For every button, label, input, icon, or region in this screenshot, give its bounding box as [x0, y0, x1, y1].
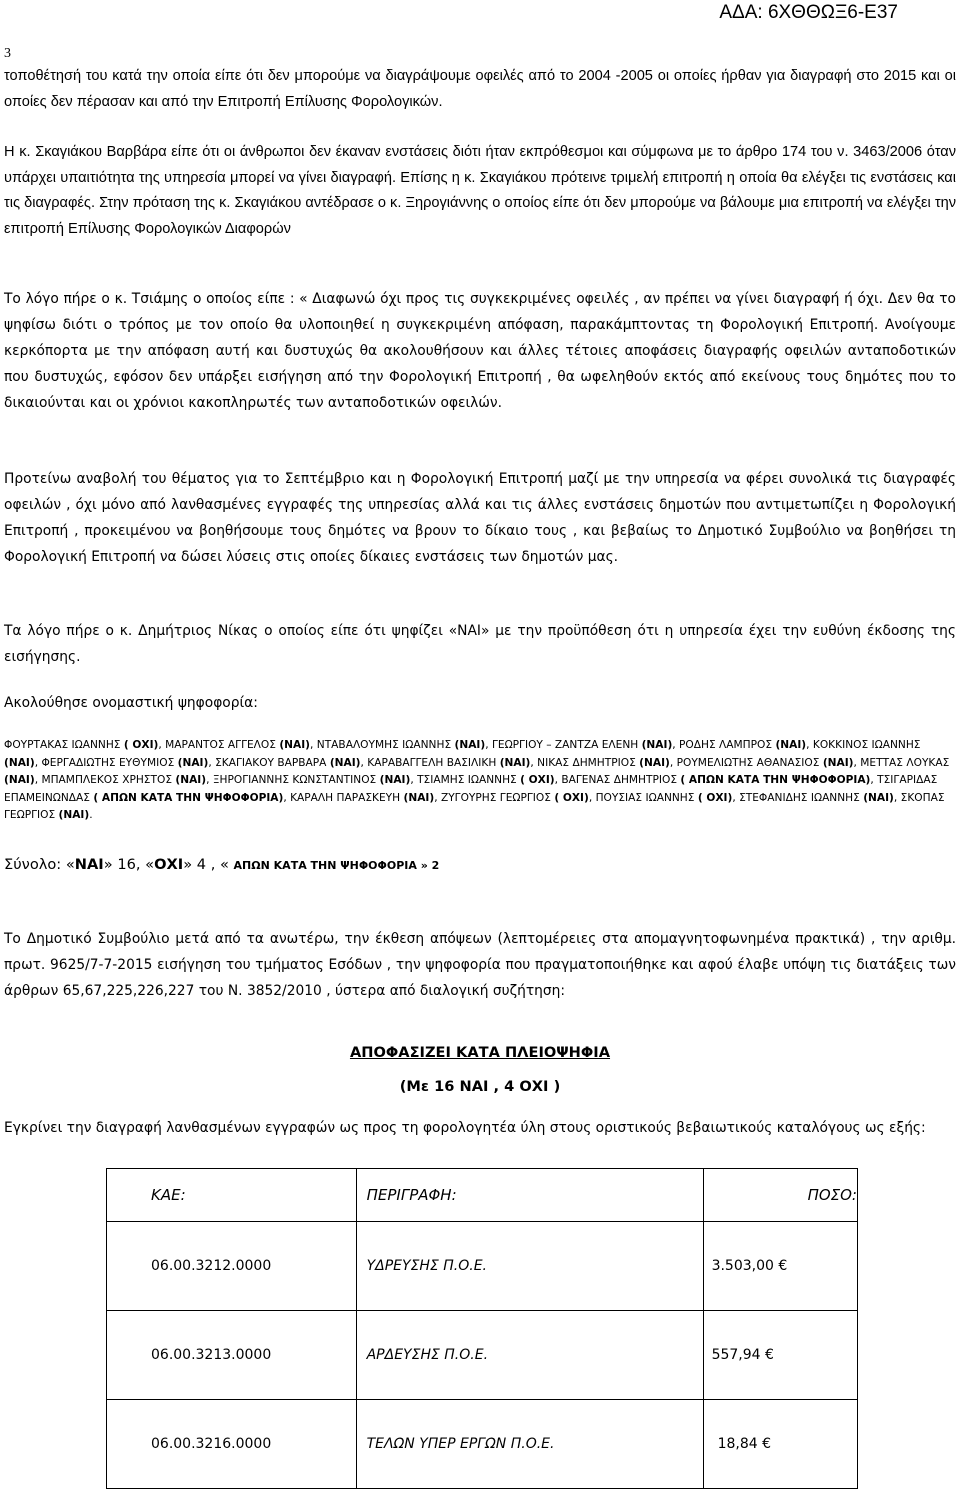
summary-absent: ΑΠΩΝ ΚΑΤΑ ΤΗΝ ΨΗΦΟΦΟΡΙΑ » 2	[233, 859, 440, 872]
vote-member-name: ΡΟΔΗΣ ΛΑΜΠΡΟΣ	[679, 739, 776, 751]
vote-entry	[417, 774, 555, 786]
vote-entry	[41, 774, 206, 786]
vote-member-name: ΤΣΙΓΑΡΙΔΑΣ ΕΠΑΜΕΙΝΩΝΔΑΣ	[4, 774, 938, 804]
cell-description: ΤΕΛΩΝ ΥΠΕΡ ΕΡΓΩΝ Π.Ο.Ε.	[356, 1400, 703, 1489]
paragraph-8-text: Εγκρίνει την διαγραφή λανθασμένων εγγραφών ως προς τη φορολογητέα ύλη στους οριστικούς βεβαιωτικούς καταλόγους ως εξής:	[4, 1120, 926, 1136]
vote-member-name: ΣΚΑΓΙΑΚΟΥ ΒΑΡΒΑΡΑ	[215, 756, 330, 769]
paragraph-1	[4, 64, 956, 115]
vote-member-name: ΚΑΡΑΛΗ ΠΑΡΑΣΚΕΥΗ	[290, 791, 404, 804]
vote-member-name: ΡΟΥΜΕΛΙΩΤΗΣ ΑΘΑΝΑΣΙΟΣ	[676, 756, 823, 769]
summary-no-count: » 4 , «	[183, 856, 234, 873]
vote-value: ( ΑΠΩΝ ΚΑΤΑ ΤΗΝ ΨΗΦΟΦΟΡΙΑ)	[680, 774, 871, 787]
vote-value: (ΝΑΙ)	[499, 756, 531, 769]
vote-member-name: ΜΕΤΤΑΣ ΛΟΥΚΑΣ	[860, 756, 950, 769]
vote-entry	[4, 739, 158, 751]
paragraph-2	[4, 140, 956, 242]
vote-value: (ΝΑΙ)	[379, 774, 411, 787]
paragraph-6	[4, 690, 956, 716]
vote-entry	[677, 757, 854, 769]
summary-yes-count: » 16, «	[103, 856, 155, 873]
cell-description: ΥΔΡΕΥΣΗΣ Π.Ο.Ε.	[356, 1222, 703, 1311]
paragraph-4-text: Προτείνω αναβολή του θέματος για το Σεπτέμβριο και η Φορολογική Επιτροπή μαζί με την υπηρεσία να φέρει συνολικά τις διαγραφές οφειλών , όχι μόνο από λανθασμένες εγγραφές της υπηρεσίας αλλά και τις άλλες ενστάσεις δημοτών που αντιμετωπίζει η Φορολογική Επιτροπή , προκειμένου να βοηθήσουμε τους δημότες να βρουν το δίκαιο τους , και βεβαίως το Δημοτικό Συμβούλιο να βοηθήσει τη Φορολογική Επιτροπή να δώσει λύσεις στις οποίες δίκαιες ενστάσεις των δημοτών μας.	[4, 471, 956, 565]
vote-entry	[290, 792, 434, 804]
vote-value: (ΝΑΙ)	[641, 739, 673, 751]
table-row	[107, 1222, 858, 1311]
vote-entry	[41, 757, 208, 769]
vote-value: (ΝΑΙ)	[329, 756, 361, 769]
vote-list-text: ΦΟΥΡΤΑΚΑΣ ΙΩΑΝΝΗΣ ( ΟΧΙ), ΜΑΡΑΝΤΟΣ ΑΓΓΕΛΟΣ (ΝΑΙ), ΝΤΑΒΑΛΟΥΜΗΣ ΙΩΑΝΝΗΣ (ΝΑΙ), ΓΕΩΡΓΙΟΥ – ΖΑΝΤΖΑ ΕΛΕΝΗ (ΝΑΙ), ΡΟΔΗΣ ΛΑΜΠΡΟΣ (ΝΑΙ), ΚΟΚΚΙΝΟΣ ΙΩΑΝΝΗΣ (ΝΑΙ), ΦΕΡΓΑΔΙΩΤΗΣ ΕΥΘΥΜΙΟΣ (ΝΑΙ), ΣΚΑΓΙΑΚΟΥ ΒΑΡΒΑΡΑ (ΝΑΙ), ΚΑΡΑΒΑΓΓΕΛΗ ΒΑΣΙΛΙΚΗ (ΝΑΙ), ΝΙΚΑΣ ΔΗΜΗΤΡΙΟΣ (ΝΑΙ), ΡΟΥΜΕΛΙΩΤΗΣ ΑΘΑΝΑΣΙΟΣ (ΝΑΙ), ΜΕΤΤΑΣ ΛΟΥΚΑΣ (ΝΑΙ), ΜΠΑΜΠΛΕΚΟΣ ΧΡΗΣΤΟΣ (ΝΑΙ), ΞΗΡΟΓΙΑΝΝΗΣ ΚΩΝΣΤΑΝΤΙΝΟΣ (ΝΑΙ), ΤΣΙΑΜΗΣ ΙΩΑΝΝΗΣ ( ΟΧΙ), ΒΑΓΕΝΑΣ ΔΗΜΗΤΡΙΟΣ ( ΑΠΩΝ ΚΑΤΑ ΤΗΝ ΨΗΦΟΦΟΡΙΑ), ΤΣΙΓΑΡΙΔΑΣ ΕΠΑΜΕΙΝΩΝΔΑΣ ( ΑΠΩΝ ΚΑΤΑ ΤΗΝ ΨΗΦΟΦΟΡΙΑ), ΚΑΡΑΛΗ ΠΑΡΑΣΚΕΥΗ (ΝΑΙ), ΖΥΓΟΥΡΗΣ ΓΕΩΡΓΙΟΣ ( ΟΧΙ), ΠΟΥΣΙΑΣ ΙΩΑΝΝΗΣ ( ΟΧΙ), ΣΤΕΦΑΝΙΔΗΣ ΙΩΑΝΝΗΣ (ΝΑΙ), ΣΚΟΠΑΣ ΓΕΩΡΓΙΟΣ (ΝΑΙ).	[4, 739, 950, 822]
vote-value: ( ΟΧΙ)	[123, 739, 159, 751]
table-row	[107, 1400, 858, 1489]
vote-entry	[537, 757, 670, 769]
vote-entry	[596, 792, 733, 804]
vote-entry	[367, 757, 530, 769]
vote-value: (ΝΑΙ)	[175, 774, 207, 787]
vote-member-name: ΒΑΓΕΝΑΣ ΔΗΜΗΤΡΙΟΣ	[561, 774, 681, 787]
vote-value: (ΝΑΙ)	[775, 739, 807, 751]
vote-entry	[165, 739, 310, 751]
vote-member-name: ΠΟΥΣΙΑΣ ΙΩΑΝΝΗΣ	[595, 791, 698, 804]
vote-member-name: ΖΥΓΟΥΡΗΣ ΓΕΩΡΓΙΟΣ	[440, 791, 555, 804]
vote-member-name: ΦΕΡΓΑΔΙΩΤΗΣ ΕΥΘΥΜΙΟΣ	[41, 756, 178, 769]
paragraph-7	[4, 926, 956, 1004]
vote-member-name: ΣΤΕΦΑΝΙΔΗΣ ΙΩΑΝΝΗΣ	[739, 791, 864, 804]
table-header-row	[107, 1169, 858, 1222]
vote-value: ( ΟΧΙ)	[520, 774, 555, 787]
vote-value: (ΝΑΙ)	[863, 791, 894, 804]
deletions-table	[106, 1168, 858, 1489]
vote-entry	[679, 739, 806, 751]
paragraph-1-text: τοποθέτησή του κατά την οποία είπε ότι δεν μπορούμε να διαγράψουμε οφειλές από το 2004 -2005 οι οποίες ήρθαν για διαγραφή στο 2015 και οι οποίες δεν πέρασαν και από την Επιτροπή Επίλυσης Φορολογικών.	[4, 68, 956, 110]
header-amount: ΠΟΣΟ:	[703, 1169, 857, 1222]
page-number: 3	[4, 46, 11, 61]
cell-kae: 06.00.3212.0000	[107, 1222, 357, 1311]
vote-value: (ΝΑΙ)	[822, 756, 854, 769]
vote-value: (ΝΑΙ)	[4, 774, 35, 787]
cell-amount: 557,94 €	[703, 1311, 857, 1400]
vote-entry	[215, 757, 360, 769]
vote-summary-text	[4, 852, 956, 879]
paragraph-5-text: Τα λόγο πήρε ο κ. Δημήτριος Νίκας ο οποίος είπε ότι ψηφίζει «ΝΑΙ» με την προϋπόθεση ότι η υπηρεσία έχει την ευθύνη έκδοσης της εισήγησης.	[4, 623, 956, 665]
vote-member-name: ΞΗΡΟΓΙΑΝΝΗΣ ΚΩΝΣΤΑΝΤΙΝΟΣ	[212, 774, 380, 787]
paragraph-5	[4, 618, 956, 670]
cell-amount: 18,84 €	[703, 1400, 857, 1489]
vote-value: (ΝΑΙ)	[454, 739, 486, 751]
ada-code: ΑΔΑ: 6ΧΘΘΩΞ6-Ε37	[719, 2, 898, 23]
vote-member-name: ΤΣΙΑΜΗΣ ΙΩΑΝΝΗΣ	[417, 774, 521, 787]
vote-list	[4, 737, 956, 825]
vote-member-name: ΦΟΥΡΤΑΚΑΣ ΙΩΑΝΝΗΣ	[4, 739, 124, 751]
vote-member-name: ΜΑΡΑΝΤΟΣ ΑΓΓΕΛΟΣ	[165, 739, 280, 751]
cell-kae: 06.00.3216.0000	[107, 1400, 357, 1489]
summary-prefix: Σύνολο: «	[4, 856, 75, 873]
paragraph-6-text: Ακολούθησε ονομαστική ψηφοφορία:	[4, 695, 258, 711]
vote-value: (ΝΑΙ)	[639, 756, 670, 769]
vote-member-name: ΝΙΚΑΣ ΔΗΜΗΤΡΙΟΣ	[537, 756, 640, 769]
vote-entry	[492, 739, 672, 751]
vote-summary	[4, 852, 956, 879]
header-description: ΠΕΡΙΓΡΑΦΗ:	[356, 1169, 703, 1222]
table-row	[107, 1311, 858, 1400]
vote-value: (ΝΑΙ)	[58, 809, 90, 822]
vote-value: ( ΟΧΙ)	[697, 791, 733, 804]
vote-member-name: ΚΟΚΚΙΝΟΣ ΙΩΑΝΝΗΣ	[812, 739, 921, 751]
vote-entry	[441, 792, 589, 804]
paragraph-4	[4, 466, 956, 570]
decision-title: ΑΠΟΦΑΣΙΖΕΙ ΚΑΤΑ ΠΛΕΙΟΨΗΦΙΑ	[349, 1044, 611, 1061]
vote-value: (ΝΑΙ)	[279, 739, 311, 751]
vote-member-name: ΜΠΑΜΠΛΕΚΟΣ ΧΡΗΣΤΟΣ	[41, 774, 176, 787]
vote-value: (ΝΑΙ)	[403, 791, 435, 804]
paragraph-3-text: Το λόγο πήρε ο κ. Τσιάμης ο οποίος είπε : « Διαφωνώ όχι προς τις συγκεκριμένες οφειλές , αν πρέπει να γίνει διαγραφή ή όχι. Δεν θα το ψηφίσω διότι ο τρόπος με τον οποίο θα υλοποιηθεί η συγκεκριμένη απόφαση, παρακάμπτοντας τη Φορολογική Επιτροπή. Ανοίγουμε κερκόπορτα με την απόφαση αυτή και δυστυχώς θα ακολουθήσουν και άλλες τέτοιες αποφάσεις διαγραφής οφειλών ανταποδοτικών που δυστυχώς, εφόσον δεν υπάρξει εισήγηση από την Φορολογική Επιτροπή , θα ωφεληθούν εκτός από εκείνους τους δημότες που το δικαιούνται και οι χρόνιοι κακοπληρωτές των ανταποδοτικών οφειλών.	[4, 291, 956, 411]
decision-subtitle: (Με 16 ΝΑΙ , 4 ΟΧΙ )	[399, 1078, 561, 1095]
vote-member-name: ΣΚΟΠΑΣ ΓΕΩΡΓΙΟΣ	[4, 791, 945, 822]
vote-value: ( ΟΧΙ)	[554, 791, 589, 804]
paragraph-3	[4, 286, 956, 416]
summary-yes: ΝΑΙ	[74, 856, 104, 873]
vote-value: ( ΑΠΩΝ ΚΑΤΑ ΤΗΝ ΨΗΦΟΦΟΡΙΑ)	[93, 791, 284, 804]
paragraph-2-text: Η κ. Σκαγιάκου Βαρβάρα είπε ότι οι άνθρωποι δεν έκαναν ενστάσεις διότι ήταν εκπρόθεσμοι και σύμφωνα με το άρθρο 174 του ν. 3463/2006 όταν υπάρχει υπαιτιότητα της υπηρεσία μπορεί να γίνει διαγραφή. Επίσης η κ. Σκαγιάκου πρότεινε τριμελή επιτροπή η οποία θα ελέγξει τις ενστάσεις και τις διαγραφές. Στην πρόταση της κ. Σκαγιάκου αντέδρασε ο κ. Ξηρογιάννης ο οποίος είπε ότι δεν μπορούμε να βάλουμε μια επιτροπή να ελέγξει την επιτροπή Επίλυσης Φορολογικών Διαφορών	[4, 144, 956, 237]
vote-entry	[561, 774, 870, 786]
vote-member-name: ΚΑΡΑΒΑΓΓΕΛΗ ΒΑΣΙΛΙΚΗ	[367, 756, 500, 769]
vote-value: (ΝΑΙ)	[177, 756, 209, 769]
vote-entry	[739, 792, 894, 804]
vote-entry	[213, 774, 410, 786]
header-kae: ΚΑΕ:	[107, 1169, 357, 1222]
vote-member-name: ΝΤΑΒΑΛΟΥΜΗΣ ΙΩΑΝΝΗΣ	[316, 739, 455, 751]
cell-description: ΑΡΔΕΥΣΗΣ Π.Ο.Ε.	[356, 1311, 703, 1400]
cell-amount: 3.503,00 €	[703, 1222, 857, 1311]
cell-kae: 06.00.3213.0000	[107, 1311, 357, 1400]
vote-entry	[317, 739, 485, 751]
summary-no: ΟΧΙ	[154, 856, 184, 873]
paragraph-7-text: Το Δημοτικό Συμβούλιο μετά από τα ανωτέρω, την έκθεση απόψεων (λεπτομέρειες στα απομαγνητοφωνημένα πρακτικά) , την αριθμ. πρωτ. 9625/7-7-2015 εισήγηση του τμήματος Εσόδων , την ψηφοφορία που πραγματοποιήθηκε και αφού έλαβε υπόψη τις διατάξεις των άρθρων 65,67,225,226,227 του Ν. 3852/2010 , ύστερα από διαλογική συζήτηση:	[4, 931, 956, 999]
vote-value: (ΝΑΙ)	[4, 756, 35, 769]
vote-member-name: ΓΕΩΡΓΙΟΥ – ΖΑΝΤΖΑ ΕΛΕΝΗ	[491, 739, 642, 751]
paragraph-8	[4, 1110, 956, 1146]
